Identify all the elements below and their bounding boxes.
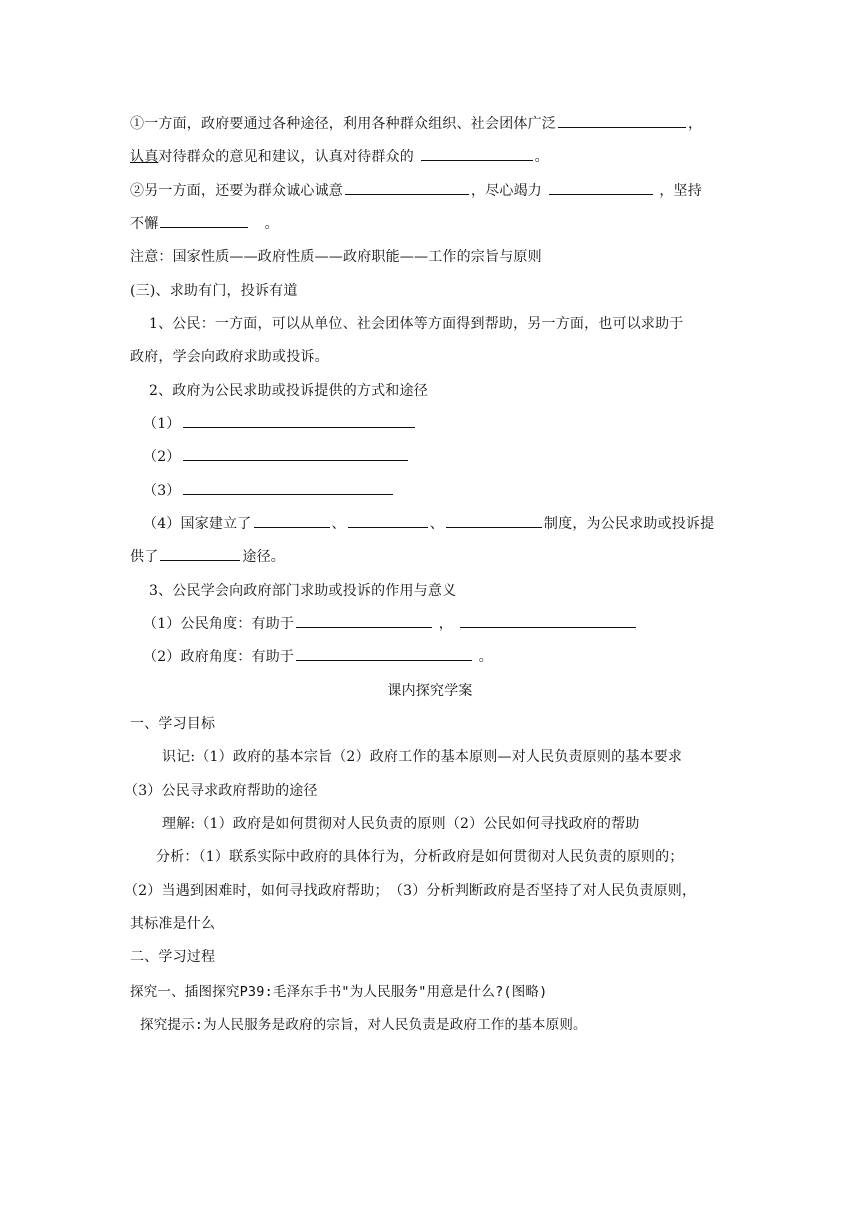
item2-4-line2: 供了 途径。 [130, 549, 286, 565]
blank[interactable] [183, 448, 408, 461]
p1-text: ①一方面，政府要通过各种途径，利用各种群众组织、社会团体广泛 [130, 116, 556, 132]
item3-2: （2）政府角度：有助于 。 [143, 649, 493, 665]
item2-list-1: （1） [143, 413, 417, 433]
process-title: 二、学习过程 [130, 949, 216, 965]
blank[interactable] [160, 215, 248, 228]
item1-line2: 政府，学会向政府求助或投诉。 [130, 349, 329, 365]
study-plan-title: 课内探究学案 [387, 683, 473, 699]
blank[interactable] [296, 615, 432, 628]
note: 注意：国家性质——政府性质——政府职能——工作的宗旨与原则 [130, 249, 542, 265]
explore-hint: 探究提示:为人民服务是政府的宗旨，对人民负责是政府工作的基本原则。 [140, 1017, 587, 1033]
goals-analyze-2: （2）当遇到困难时，如何寻找政府帮助； （3）分析判断政府是否坚持了对人民负责原则， [124, 883, 697, 899]
p2-line1: ②另一方面，还要为群众诚心诚意 ，尽心竭力 ，坚持 [130, 183, 702, 199]
p2-line2: 不懈 。 [130, 216, 279, 232]
p1-line1: ①一方面，政府要通过各种途径，利用各种群众组织、社会团体广泛 ， [130, 116, 703, 132]
item2-list-3: （3） [143, 480, 395, 500]
blank[interactable] [183, 482, 393, 495]
explore-1: 探究一、插图探究P39:毛泽东手书"为人民服务"用意是什么?(图略) [130, 984, 548, 1000]
blank[interactable] [549, 182, 653, 195]
item1-line1: 1、公民：一方面，可以从单位、社会团体等方面得到帮助，另一方面，也可以求助于 [149, 316, 684, 332]
item3-1: （1）公民角度：有助于 ， [143, 613, 638, 633]
blank[interactable] [446, 515, 542, 528]
item2-title: 2、政府为公民求助或投诉提供的方式和途径 [149, 383, 428, 399]
blank[interactable] [183, 415, 415, 428]
blank[interactable] [160, 548, 240, 561]
blank[interactable] [296, 648, 472, 661]
goals-recall-2: （3）公民寻求政府帮助的途径 [124, 783, 318, 799]
blank[interactable] [558, 115, 686, 128]
goals-analyze-3: 其标准是什么 [130, 916, 216, 932]
item3-title: 3、公民学会向政府部门求助或投诉的作用与意义 [149, 583, 457, 599]
blank[interactable] [460, 615, 636, 628]
p1-line2: 认真对待群众的意见和建议，认真对待群众的 。 [130, 149, 549, 165]
blank[interactable] [345, 182, 469, 195]
goals-understand: 理解:（1）政府是如何贯彻对人民负责的原则（2）公民如何寻找政府的帮助 [162, 816, 640, 832]
goals-recall-1: 识记:（1）政府的基本宗旨（2）政府工作的基本原则—对人民负责原则的基本要求 [162, 749, 683, 765]
blank[interactable] [348, 515, 428, 528]
goals-title: 一、学习目标 [130, 716, 216, 732]
section3-title: (三)、求助有门，投诉有道 [130, 283, 298, 299]
blank[interactable] [254, 515, 330, 528]
blank[interactable] [421, 148, 533, 161]
item2-4-line1: （4）国家建立了 、 、 制度，为公民求助或投诉提 [143, 516, 715, 532]
underlined-text: 认真 [130, 149, 159, 165]
goals-analyze-1: 分析：（1）联系实际中政府的具体行为，分析政府是如何贯彻对人民负责的原则的； [156, 849, 684, 865]
item2-list-2: （2） [143, 446, 410, 466]
